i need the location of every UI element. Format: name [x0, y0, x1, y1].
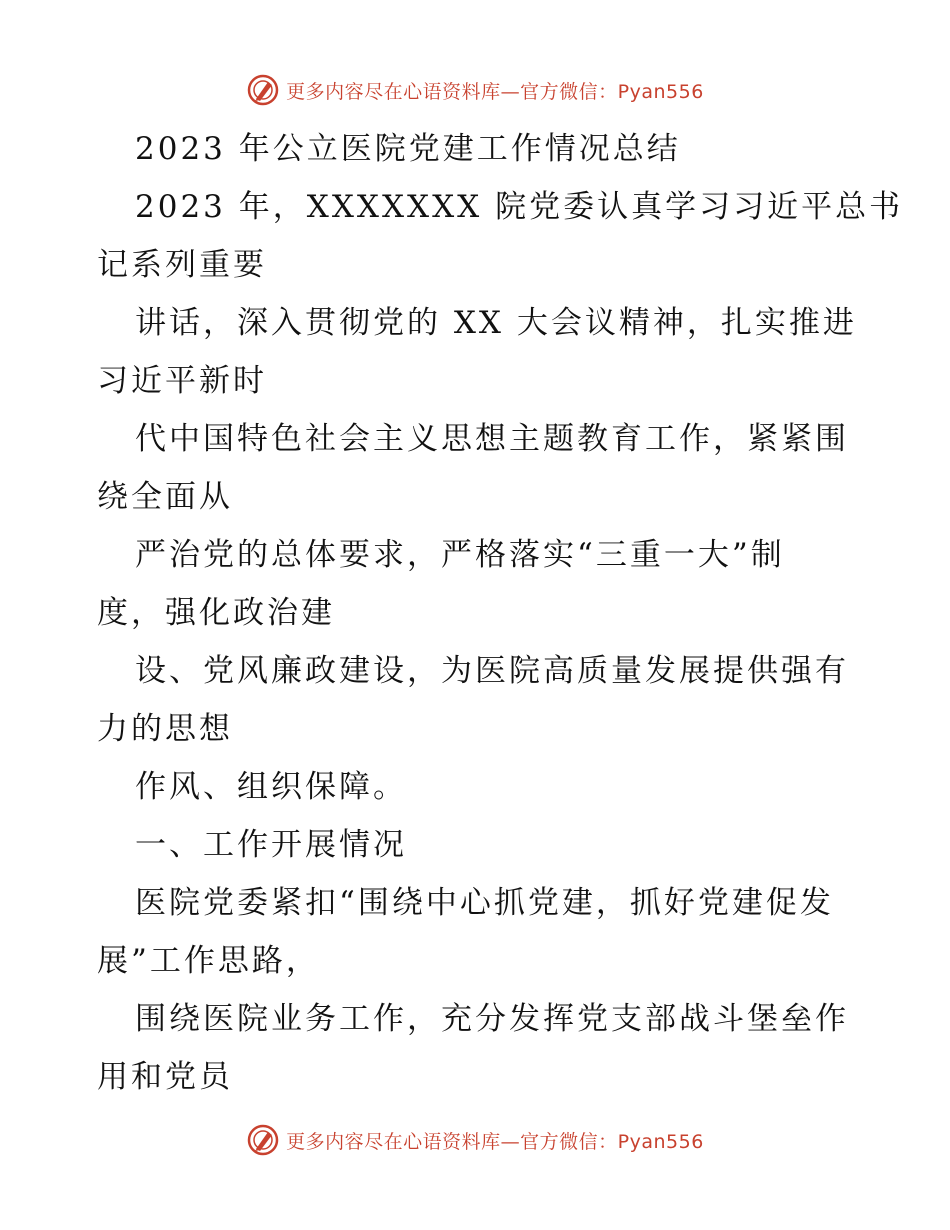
- document-line: 习近平新时: [97, 363, 267, 399]
- document-line: 用和党员: [97, 1059, 233, 1095]
- document-line: 围绕医院业务工作，充分发挥党支部战斗堡垒作: [135, 1001, 849, 1037]
- document-line: 绕全面从: [97, 479, 233, 515]
- document-line: 作风、组织保障。: [135, 769, 407, 805]
- banner-label: 更多内容尽在心语资料库—官方微信：: [286, 1130, 618, 1153]
- document-line: 力的思想: [97, 711, 233, 747]
- pen-nib-circle-icon: [246, 73, 280, 107]
- document-line: 度，强化政治建: [97, 595, 335, 631]
- banner-text: [286, 77, 704, 104]
- pen-nib-circle-icon: [246, 1123, 280, 1157]
- banner-wechat-id: Pyan556: [617, 80, 704, 103]
- banner-wechat-id: Pyan556: [617, 1130, 704, 1153]
- document-line: 代中国特色社会主义思想主题教育工作，紧紧围: [135, 421, 849, 457]
- banner-text: [286, 1127, 704, 1154]
- document-line: 记系列重要: [97, 247, 267, 283]
- banner-label: 更多内容尽在心语资料库—官方微信：: [286, 80, 618, 103]
- document-line: 展”工作思路，: [97, 943, 320, 979]
- document-line: 设、党风廉政建设，为医院高质量发展提供强有: [135, 653, 849, 689]
- document-line: 严治党的总体要求，严格落实“三重一大”制: [135, 537, 785, 573]
- document-line: 2023 年，XXXXXXX 院党委认真学习习近平总书: [135, 189, 904, 225]
- document-body: [97, 120, 904, 1106]
- document-line: 医院党委紧扣“围绕中心抓党建，抓好党建促发: [135, 885, 834, 921]
- footer-watermark-banner: [0, 1120, 950, 1160]
- document-line: 讲话，深入贯彻党的 XX 大会议精神，扎实推进: [135, 305, 857, 341]
- header-watermark-banner: [0, 70, 950, 110]
- document-line: 2023 年公立医院党建工作情况总结: [135, 131, 681, 167]
- document-line: 一、工作开展情况: [135, 827, 407, 863]
